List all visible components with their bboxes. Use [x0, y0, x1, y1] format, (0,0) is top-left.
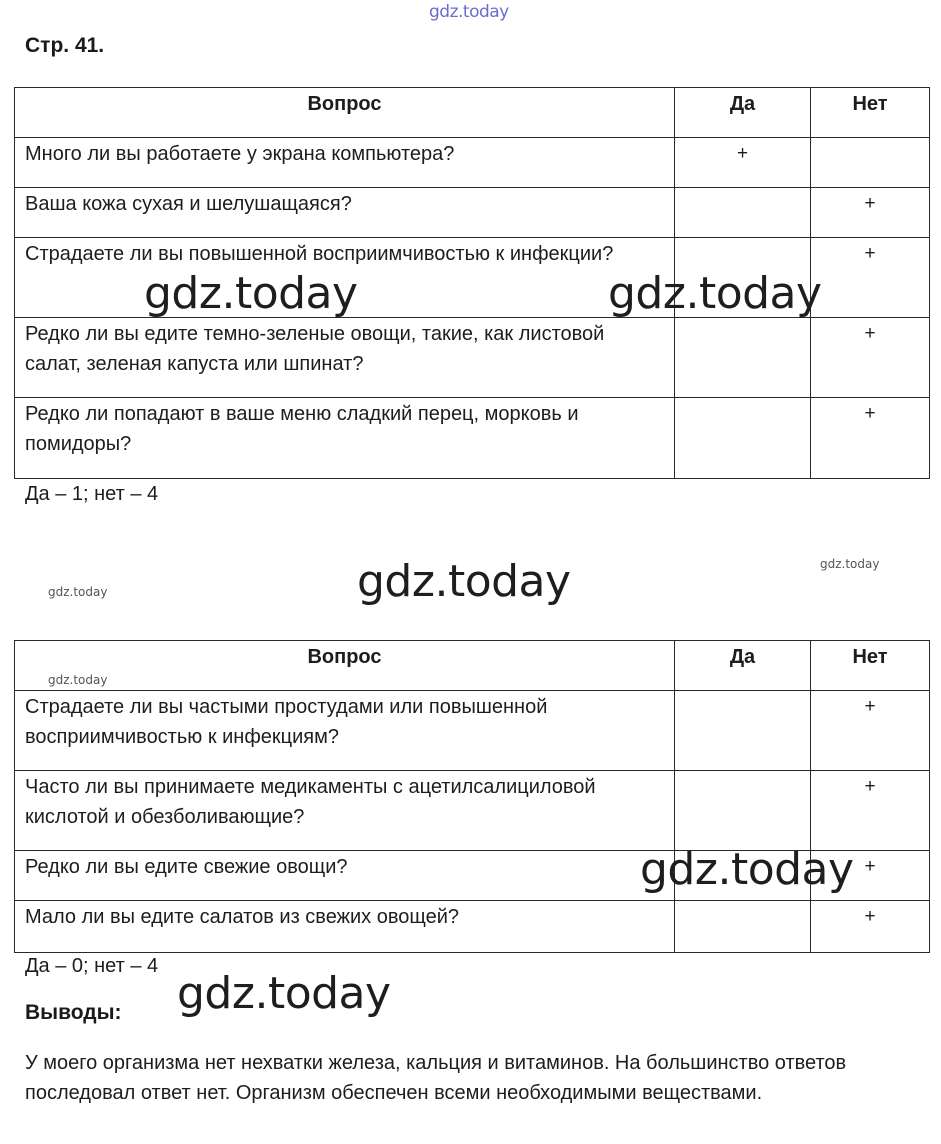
question-cell: Ваша кожа сухая и шелушащаяся? — [15, 188, 675, 238]
table-row — [15, 318, 930, 398]
question-cell: Часто ли вы принимаете медикаменты с ацетилсалициловой кислотой и обезболивающие? — [15, 771, 675, 851]
watermark-top: gdz.today — [429, 2, 509, 22]
questions-table-2 — [14, 640, 930, 953]
no-cell: + — [811, 851, 930, 901]
conclusions-text: У моего организма нет нехватки железа, кальция и витаминов. На большинство ответов последовал ответ нет. Организм обеспечен всеми необходимыми веществами. — [25, 1052, 847, 1104]
header-no: Нет — [811, 641, 930, 691]
yes-cell — [675, 771, 811, 851]
no-cell: + — [811, 188, 930, 238]
yes-cell — [675, 318, 811, 398]
yes-cell — [675, 901, 811, 953]
question-cell: Редко ли вы едите свежие овощи? — [15, 851, 675, 901]
yes-cell — [675, 691, 811, 771]
table-row — [15, 771, 930, 851]
header-question: Вопрос — [15, 641, 675, 691]
watermark-large: gdz.today — [357, 556, 571, 607]
page-heading: Стр. 41. — [25, 34, 105, 57]
yes-cell — [675, 188, 811, 238]
watermark-small: gdz.today — [48, 673, 108, 687]
watermark-large: gdz.today — [640, 844, 854, 895]
table-row — [15, 138, 930, 188]
yes-cell: + — [675, 138, 811, 188]
question-cell: Редко ли вы едите темно-зеленые овощи, такие, как листовой салат, зеленая капуста или шпинат? — [15, 318, 675, 398]
no-cell: + — [811, 691, 930, 771]
no-cell: + — [811, 398, 930, 479]
watermark-small: gdz.today — [48, 585, 108, 599]
header-question: Вопрос — [15, 88, 675, 138]
table-row — [15, 188, 930, 238]
watermark-large: gdz.today — [177, 968, 391, 1019]
watermark-large: gdz.today — [608, 268, 822, 319]
table-row — [15, 691, 930, 771]
table-2-summary: Да – 0; нет – 4 — [25, 955, 159, 977]
watermark-large: gdz.today — [144, 268, 358, 319]
no-cell: + — [811, 901, 930, 953]
no-cell: + — [811, 771, 930, 851]
table-row — [15, 901, 930, 953]
header-no: Нет — [811, 88, 930, 138]
question-cell: Редко ли попадают в ваше меню сладкий перец, морковь и помидоры? — [15, 398, 675, 479]
header-yes: Да — [675, 641, 811, 691]
question-cell: Страдаете ли вы повышенной восприимчивостью к инфекции? — [15, 238, 675, 318]
header-yes: Да — [675, 88, 811, 138]
yes-cell — [675, 398, 811, 479]
question-cell: Страдаете ли вы частыми простудами или повышенной восприимчивостью к инфекциям? — [15, 691, 675, 771]
no-cell: + — [811, 238, 930, 318]
no-cell: + — [811, 318, 930, 398]
table-row — [15, 398, 930, 479]
table-1-summary: Да – 1; нет – 4 — [25, 483, 159, 505]
no-cell — [811, 138, 930, 188]
table-header-row — [15, 88, 930, 138]
question-cell: Мало ли вы едите салатов из свежих овощей? — [15, 901, 675, 953]
question-cell: Много ли вы работаете у экрана компьютера? — [15, 138, 675, 188]
watermark-small: gdz.today — [820, 557, 880, 571]
table-header-row — [15, 641, 930, 691]
conclusions-heading: Выводы: — [25, 1001, 122, 1024]
